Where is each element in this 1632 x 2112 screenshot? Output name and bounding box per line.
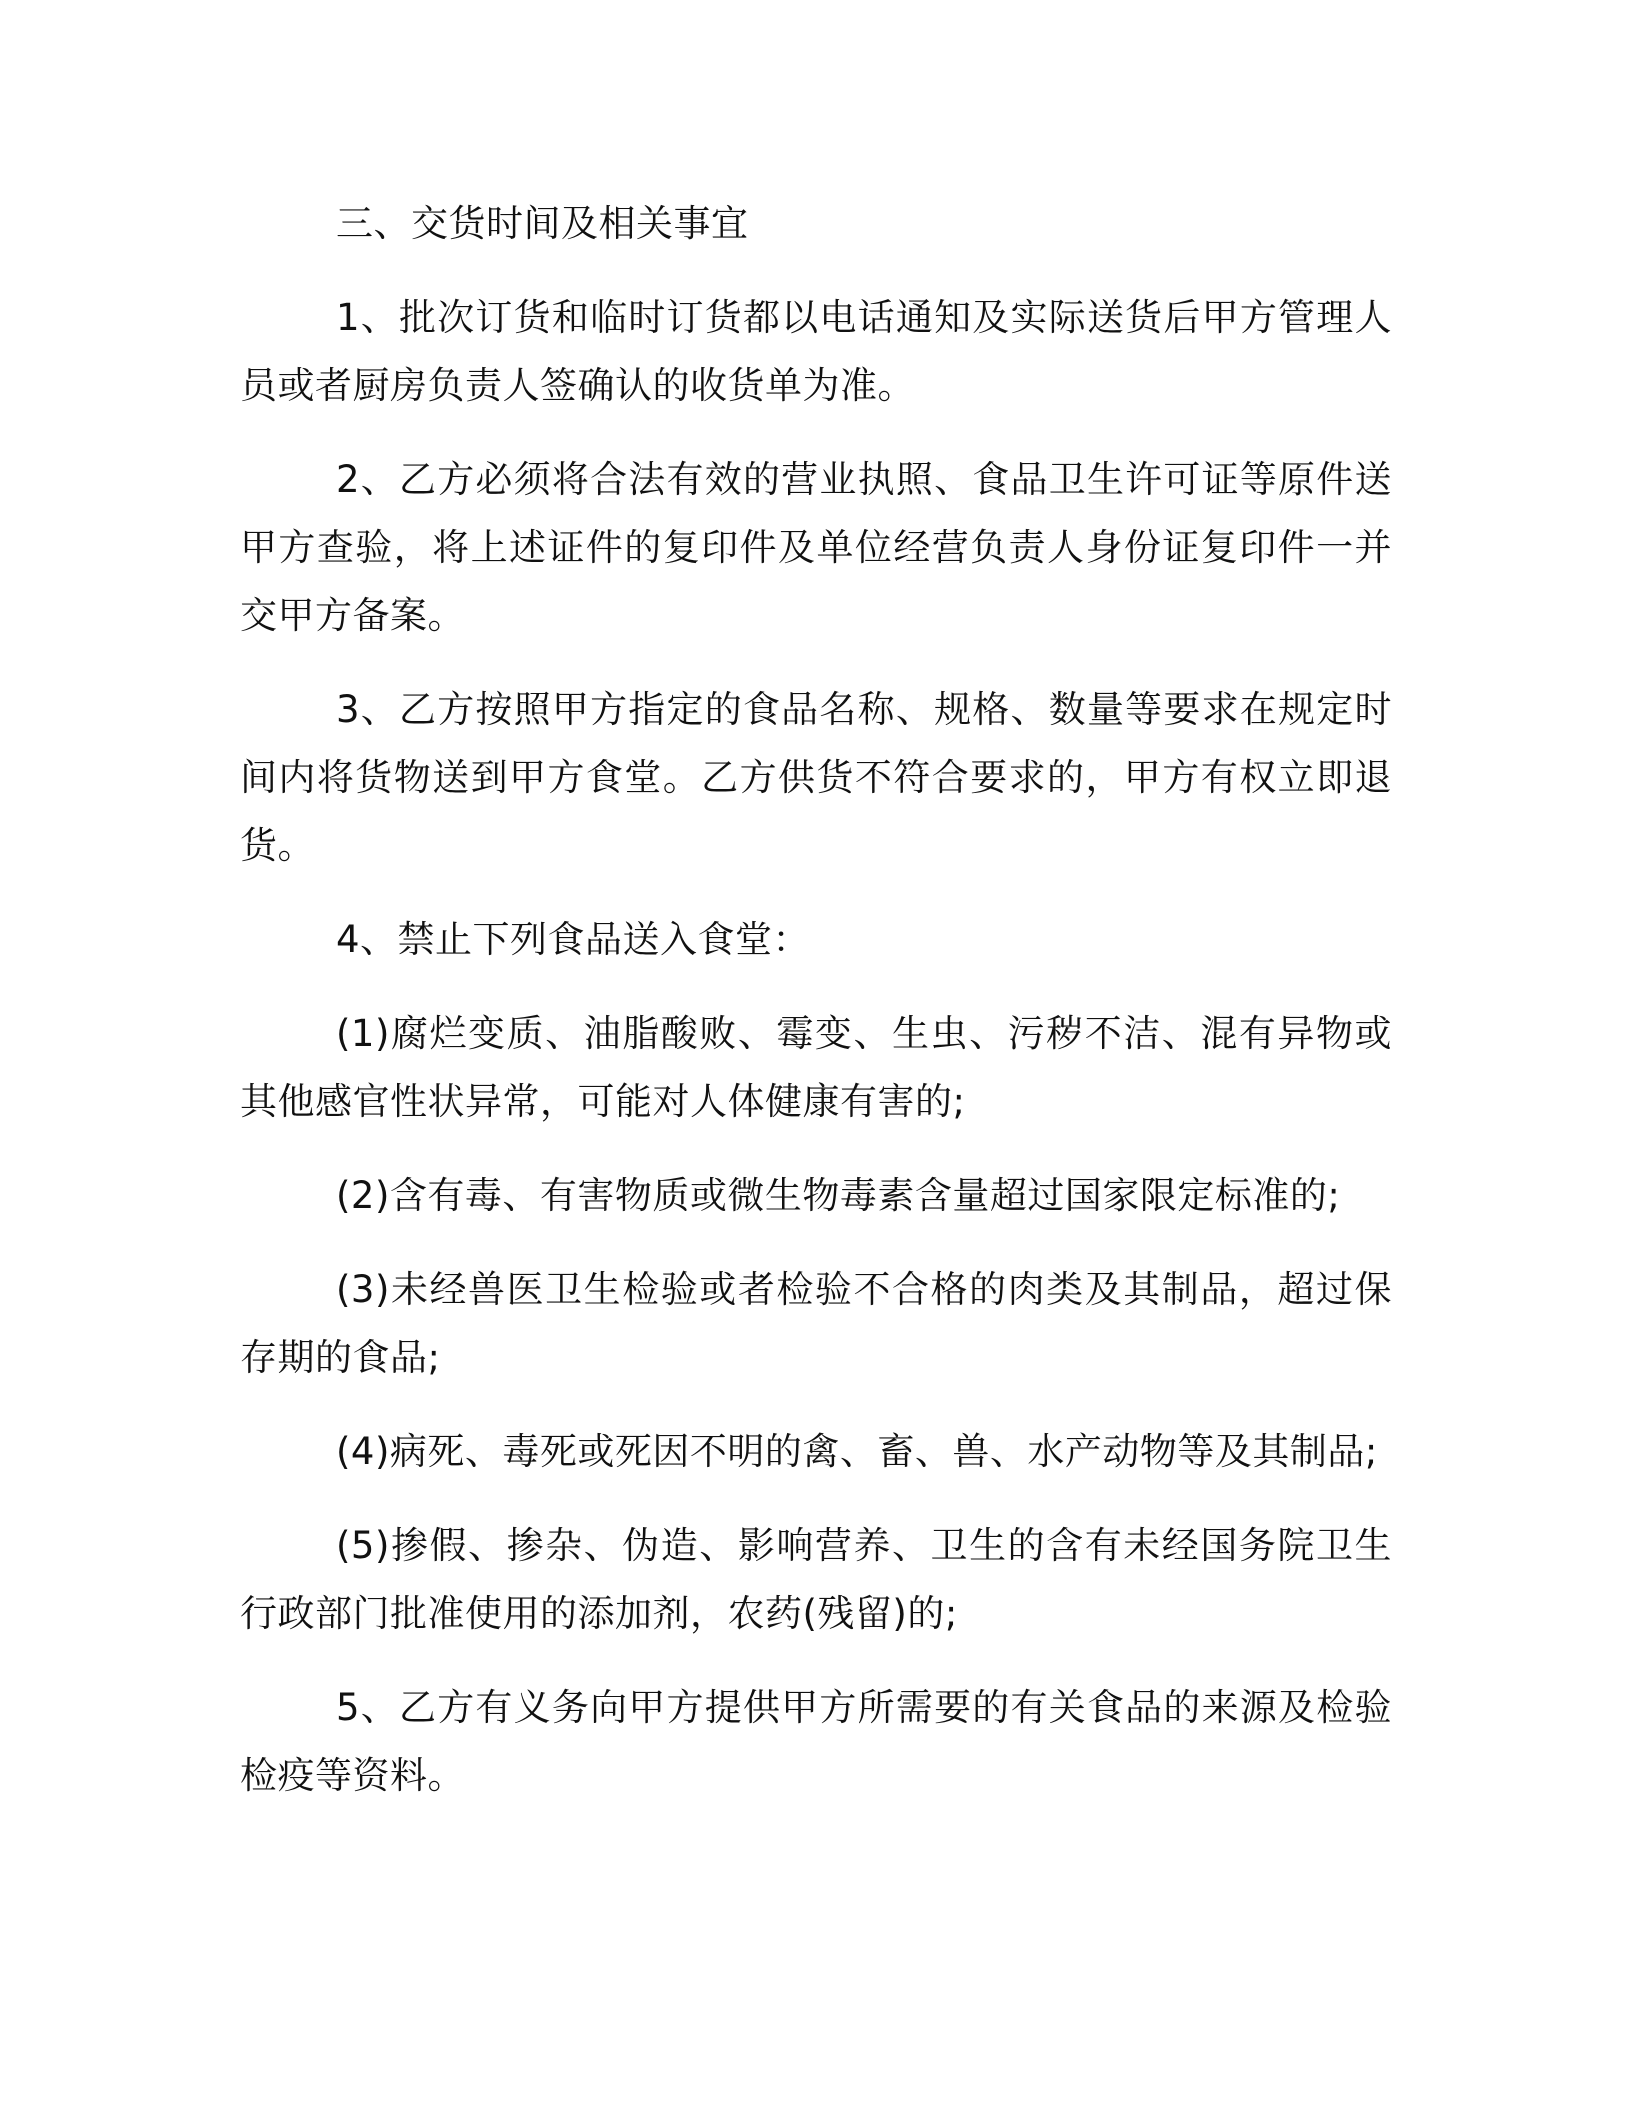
paragraph-item-5: 5、乙方有义务向甲方提供甲方所需要的有关食品的来源及检验检疫等资料。 <box>240 1686 1392 1797</box>
document-body <box>240 190 1392 1836</box>
sub-item-2: (2)含有毒、有害物质或微生物毒素含量超过国家限定标准的; <box>336 1174 1341 1217</box>
paragraph-item-1: 1、批次订货和临时订货都以电话通知及实际送货后甲方管理人员或者厨房负责人签确认的收货单为准。 <box>240 296 1392 407</box>
sub-item-1: (1)腐烂变质、油脂酸败、霉变、生虫、污秽不洁、混有异物或其他感官性状异常，可能对人体健康有害的; <box>240 1012 1392 1123</box>
paragraph-item-4: 4、禁止下列食品送入食堂： <box>336 918 811 961</box>
sub-item-3: (3)未经兽医卫生检验或者检验不合格的肉类及其制品，超过保存期的食品; <box>240 1268 1392 1379</box>
paragraph-item-2: 2、乙方必须将合法有效的营业执照、食品卫生许可证等原件送甲方查验，将上述证件的复印件及单位经营负责人身份证复印件一并交甲方备案。 <box>240 458 1392 637</box>
sub-item-5: (5)掺假、掺杂、伪造、影响营养、卫生的含有未经国务院卫生行政部门批准使用的添加剂，农药(残留)的; <box>240 1524 1392 1635</box>
section-heading: 三、交货时间及相关事宜 <box>336 202 749 245</box>
sub-item-4: (4)病死、毒死或死因不明的禽、畜、兽、水产动物等及其制品; <box>336 1430 1378 1473</box>
paragraph-item-3: 3、乙方按照甲方指定的食品名称、规格、数量等要求在规定时间内将货物送到甲方食堂。乙方供货不符合要求的，甲方有权立即退货。 <box>240 688 1392 867</box>
